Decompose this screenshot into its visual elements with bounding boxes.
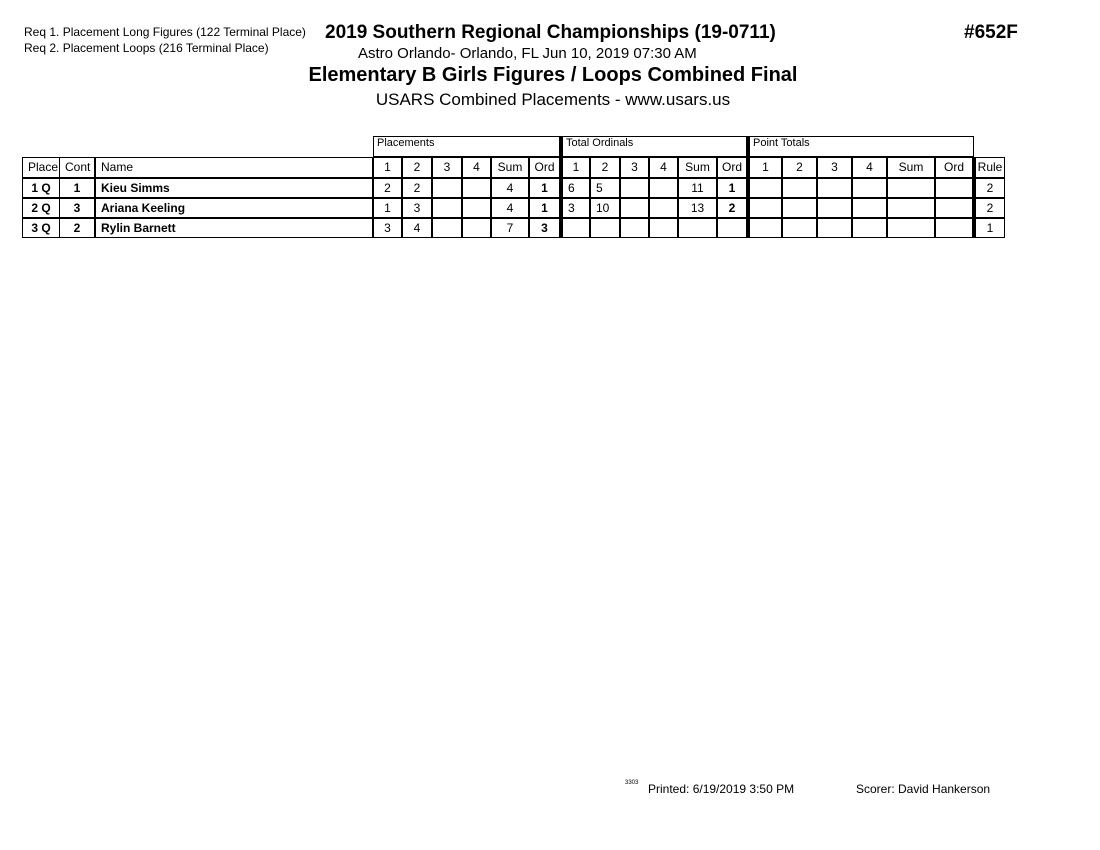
row-2-p1: 1 <box>373 198 402 218</box>
row-1-t1: 6 <box>560 178 590 198</box>
footer-code: 3303 <box>625 780 639 786</box>
row-1-q1 <box>747 178 782 198</box>
row-1-cont: 1 <box>59 178 95 198</box>
row-3-p1: 3 <box>373 218 402 238</box>
row-1-qord <box>935 178 973 198</box>
column-header-p3: 3 <box>432 157 462 178</box>
row-3-q1 <box>747 218 782 238</box>
row-1-p4 <box>462 178 491 198</box>
column-header-t2: 2 <box>590 157 620 178</box>
row-2-pord: 1 <box>529 198 560 218</box>
row-3-rule: 1 <box>973 218 1005 238</box>
row-2-name: Ariana Keeling <box>95 198 373 218</box>
row-3-t2 <box>590 218 620 238</box>
column-header-q4: 4 <box>852 157 887 178</box>
row-1-pord: 1 <box>529 178 560 198</box>
column-header-qord: Ord <box>935 157 973 178</box>
row-3-pord: 3 <box>529 218 560 238</box>
column-header-p2: 2 <box>402 157 432 178</box>
row-2-cont: 3 <box>59 198 95 218</box>
row-2-t2: 10 <box>590 198 620 218</box>
row-3-tsum <box>678 218 717 238</box>
row-3-place: 3 Q <box>22 218 60 238</box>
event-number: #652F <box>964 22 1018 43</box>
row-1-p3 <box>432 178 462 198</box>
row-1-place: 1 Q <box>22 178 60 198</box>
row-2-tord: 2 <box>717 198 747 218</box>
column-header-t3: 3 <box>620 157 649 178</box>
row-2-t1: 3 <box>560 198 590 218</box>
row-2-psum: 4 <box>491 198 529 218</box>
row-2-t4 <box>649 198 678 218</box>
row-3-q4 <box>852 218 887 238</box>
event-title: 2019 Southern Regional Championships (19-0711) <box>325 22 776 43</box>
row-3-psum: 7 <box>491 218 529 238</box>
requirement-2: Req 2. Placement Loops (216 Terminal Place) <box>24 41 269 55</box>
row-2-p3 <box>432 198 462 218</box>
column-header-p4: 4 <box>462 157 491 178</box>
row-1-rule: 2 <box>973 178 1005 198</box>
row-3-q3 <box>817 218 852 238</box>
venue-date: Astro Orlando- Orlando, FL Jun 10, 2019 07:30 AM <box>358 45 697 62</box>
row-1-q4 <box>852 178 887 198</box>
column-header-q3: 3 <box>817 157 852 178</box>
row-2-rule: 2 <box>973 198 1005 218</box>
row-2-q3 <box>817 198 852 218</box>
row-1-tsum: 11 <box>678 178 717 198</box>
column-header-q1: 1 <box>747 157 782 178</box>
row-3-name: Rylin Barnett <box>95 218 373 238</box>
column-header-pord: Ord <box>529 157 560 178</box>
column-header-q2: 2 <box>782 157 817 178</box>
scorer: Scorer: David Hankerson <box>856 782 991 796</box>
row-2-p4 <box>462 198 491 218</box>
column-header-t4: 4 <box>649 157 678 178</box>
column-header-psum: Sum <box>491 157 529 178</box>
row-1-t2: 5 <box>590 178 620 198</box>
column-header-qsum: Sum <box>887 157 935 178</box>
column-header-tord: Ord <box>717 157 747 178</box>
row-3-qsum <box>887 218 935 238</box>
row-1-qsum <box>887 178 935 198</box>
row-3-q2 <box>782 218 817 238</box>
row-1-name: Kieu Simms <box>95 178 373 198</box>
row-2-qord <box>935 198 973 218</box>
column-header-name: Name <box>95 157 373 178</box>
column-header-rule: Rule <box>973 157 1005 178</box>
row-2-tsum: 13 <box>678 198 717 218</box>
requirement-1: Req 1. Placement Long Figures (122 Terminal Place) <box>24 25 306 39</box>
column-header-place: Place <box>22 157 60 178</box>
row-1-p2: 2 <box>402 178 432 198</box>
row-2-place: 2 Q <box>22 198 60 218</box>
row-2-q1 <box>747 198 782 218</box>
row-2-q2 <box>782 198 817 218</box>
column-header-p1: 1 <box>373 157 402 178</box>
column-header-cont: Cont <box>59 157 95 178</box>
page-title: Elementary B Girls Figures / Loops Combined Final <box>308 64 798 86</box>
group-header-total-ordinals: Total Ordinals <box>560 136 747 157</box>
column-header-tsum: Sum <box>678 157 717 178</box>
row-3-p2: 4 <box>402 218 432 238</box>
row-1-q3 <box>817 178 852 198</box>
row-1-t4 <box>649 178 678 198</box>
row-2-qsum <box>887 198 935 218</box>
printed-date: Printed: 6/19/2019 3:50 PM <box>648 782 795 796</box>
column-header-t1: 1 <box>560 157 590 178</box>
row-3-qord <box>935 218 973 238</box>
row-1-q2 <box>782 178 817 198</box>
row-3-tord <box>717 218 747 238</box>
row-1-psum: 4 <box>491 178 529 198</box>
group-header-placements: Placements <box>373 136 560 157</box>
row-3-t4 <box>649 218 678 238</box>
row-3-t3 <box>620 218 649 238</box>
page-subtitle: USARS Combined Placements - www.usars.us <box>375 90 731 109</box>
row-2-q4 <box>852 198 887 218</box>
row-2-t3 <box>620 198 649 218</box>
row-2-p2: 3 <box>402 198 432 218</box>
group-header-point-totals: Point Totals <box>747 136 974 157</box>
row-3-t1 <box>560 218 590 238</box>
row-3-cont: 2 <box>59 218 95 238</box>
row-3-p4 <box>462 218 491 238</box>
row-3-p3 <box>432 218 462 238</box>
row-1-tord: 1 <box>717 178 747 198</box>
row-1-p1: 2 <box>373 178 402 198</box>
row-1-t3 <box>620 178 649 198</box>
